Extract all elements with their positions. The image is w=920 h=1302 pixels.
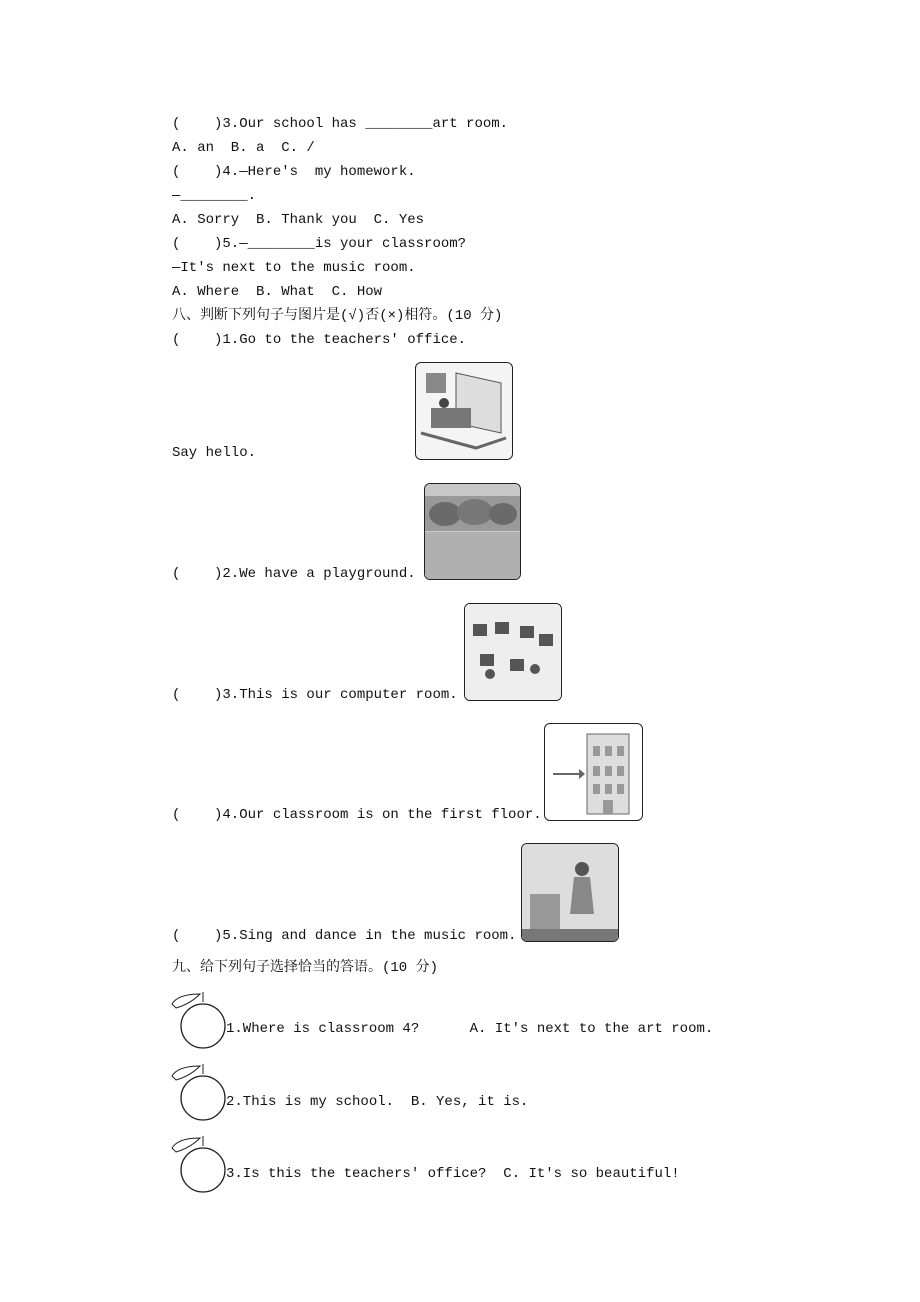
question-4: ( )4.—Here's my homework. — [172, 164, 416, 180]
section-9-item-3: 3.Is this the teachers' office? C. It's so beautiful! — [226, 1166, 680, 1182]
question-3: ( )3.Our school has ________art room. — [172, 116, 509, 132]
playground-picture — [424, 483, 521, 580]
section-8-item-2: ( )2.We have a playground. — [172, 566, 416, 582]
music-room-picture — [521, 843, 619, 942]
section-9-title: 九、给下列句子选择恰当的答语。(10 分) — [172, 960, 439, 976]
teachers-office-picture — [415, 362, 513, 460]
section-9-item-1: 1.Where is classroom 4? A. It's next to the art room. — [226, 1021, 714, 1037]
section-9-item-2: 2.This is my school. B. Yes, it is. — [226, 1094, 529, 1110]
section-8-title: 八、判断下列句子与图片是(√)否(×)相符。(10 分) — [172, 308, 503, 324]
section-8-item-1: ( )1.Go to the teachers' office. — [172, 332, 467, 348]
question-5-reply: —It's next to the music room. — [172, 260, 416, 276]
question-4-options: A. Sorry B. Thank you C. Yes — [172, 212, 425, 228]
apple-icon — [170, 990, 230, 1050]
question-5: ( )5.—________is your classroom? — [172, 236, 467, 252]
question-4-reply: —________. — [172, 188, 257, 204]
computer-room-picture — [464, 603, 562, 701]
apple-icon — [170, 1062, 230, 1122]
building-picture — [544, 723, 643, 821]
apple-icon — [170, 1134, 230, 1194]
question-5-options: A. Where B. What C. How — [172, 284, 383, 300]
section-8-item-1-cont: Say hello. — [172, 445, 257, 461]
section-8-item-5: ( )5.Sing and dance in the music room. — [172, 928, 517, 944]
section-8-item-3: ( )3.This is our computer room. — [172, 687, 458, 703]
section-8-item-4: ( )4.Our classroom is on the first floor. — [172, 807, 542, 823]
question-3-options: A. an B. a C. / — [172, 140, 315, 156]
